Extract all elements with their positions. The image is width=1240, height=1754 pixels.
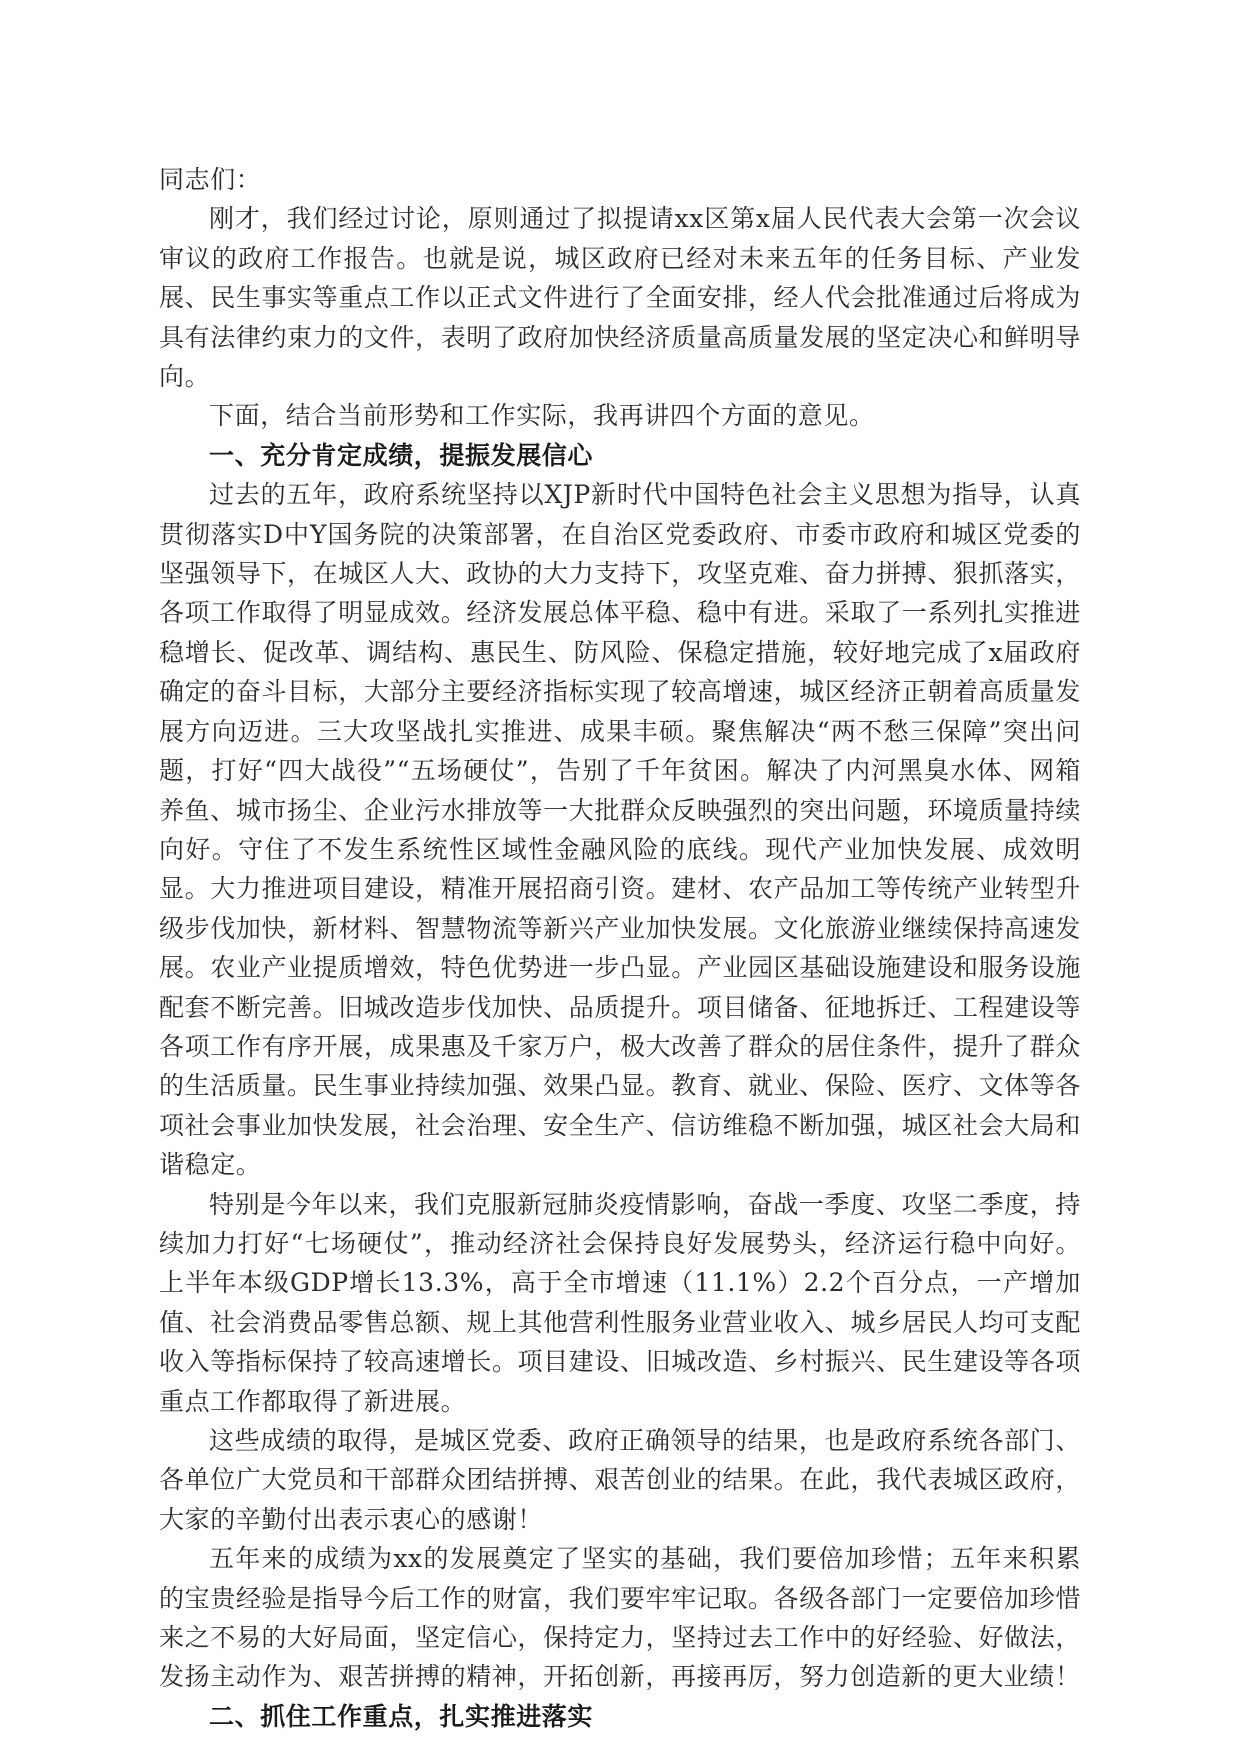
section-heading-2: 二、抓住工作重点，扎实推进落实 [209, 1701, 594, 1731]
paragraph-thanks: 这些成绩的取得，是城区党委、政府正确领导的结果，也是政府系统各部门、各单位广大党员和干部群众团结拼搏、艰苦创业的结果。在此，我代表城区政府，大家的辛勤付出表示衷心的感谢！ [159, 1426, 1081, 1534]
paragraph-outline: 下面，结合当前形势和工作实际，我再讲四个方面的意见。 [209, 401, 875, 431]
salutation: 同志们： [159, 165, 262, 194]
paragraph-achievements: 过去的五年，政府系统坚持以XJP新时代中国特色社会主义思想为指导，认真贯彻落实D中Y国务院的决策部署，在自治区党委政府、市委市政府和城区党委的坚强领导下，在城区人大、政协的大力支持下，攻坚克难、奋力拼搏、狠抓落实，各项工作取得了明显成效。经济发展总体平稳、稳中有进。采取了一系列扎实推进稳增长、促改革、调结构、惠民生、防风险、保稳定措施，较好地完成了x届政府确定的奋斗目标，大部分主要经济指标实现了较高增速，城区经济正朝着高质量发展方向迈进。三大攻坚战扎实推进、成果丰硕。聚焦解决“两不愁三保障”突出问题，打好“四大战役”“五场硬仗”，告别了千年贫困。解决了内河黑臭水体、网箱养鱼、城市扬尘、企业污水排放等一大批群众反映强烈的突出问题，环境质量持续向好。守住了不发生系统性区域性金融风险的底线。现代产业加快发展、成效明显。大力推进项目建设，精准开展招商引资。建材、农产品加工等传统产业转型升级步伐加快，新材料、智慧物流等新兴产业加快发展。文化旅游业继续保持高速发展。农业产业提质增效，特色优势进一步凸显。产业园区基础设施建设和服务设施配套不断完善。旧城改造步伐加快、品质提升。项目储备、征地拆迁、工程建设等各项工作有序开展，成果惠及千家万户，极大改善了群众的居住条件，提升了群众的生活质量。民生事业持续加强、效果凸显。教育、就业、保险、医疗、文体等各项社会事业加快发展，社会治理、安全生产、信访维稳不断加强，城区社会大局和谐稳定。 [159, 480, 1081, 1180]
paragraph-intro: 刚才，我们经过讨论，原则通过了拟提请xx区第x届人民代表大会第一次会议审议的政府工作报告。也就是说，城区政府已经对未来五年的任务目标、产业发展、民生事实等重点工作以正式文件进行了全面安排，经人代会批准通过后将成为具有法律约束力的文件，表明了政府加快经济质量高质量发展的坚定决心和鲜明导向。 [159, 204, 1081, 392]
section-heading-1: 一、充分肯定成绩，提振发展信心 [209, 440, 594, 470]
paragraph-experience: 五年来的成绩为xx的发展奠定了坚实的基础，我们要倍加珍惜；五年来积累的宝贵经验是指导今后工作的财富，我们要牢牢记取。各级各部门一定要倍加珍惜来之不易的大好局面，坚定信心，保持定力，坚持过去工作中的好经验、好做法，发扬主动作为、艰苦拼搏的精神，开拓创新，再接再厉，努力创造新的更大业绩！ [159, 1544, 1081, 1692]
paragraph-this-year: 特别是今年以来，我们克服新冠肺炎疫情影响，奋战一季度、攻坚二季度，持续加力打好“七场硬仗”，推动经济社会保持良好发展势头，经济运行稳中向好。上半年本级GDP增长13.3%，高于全市增速（11.1%）2.2个百分点，一产增加值、社会消费品零售总额、规上其他营利性服务业营业收入、城乡居民人均可支配收入等指标保持了较高速增长。项目建设、旧城改造、乡村振兴、民生建设等各项重点工作都取得了新进展。 [159, 1189, 1081, 1416]
document-body [159, 160, 1081, 1736]
